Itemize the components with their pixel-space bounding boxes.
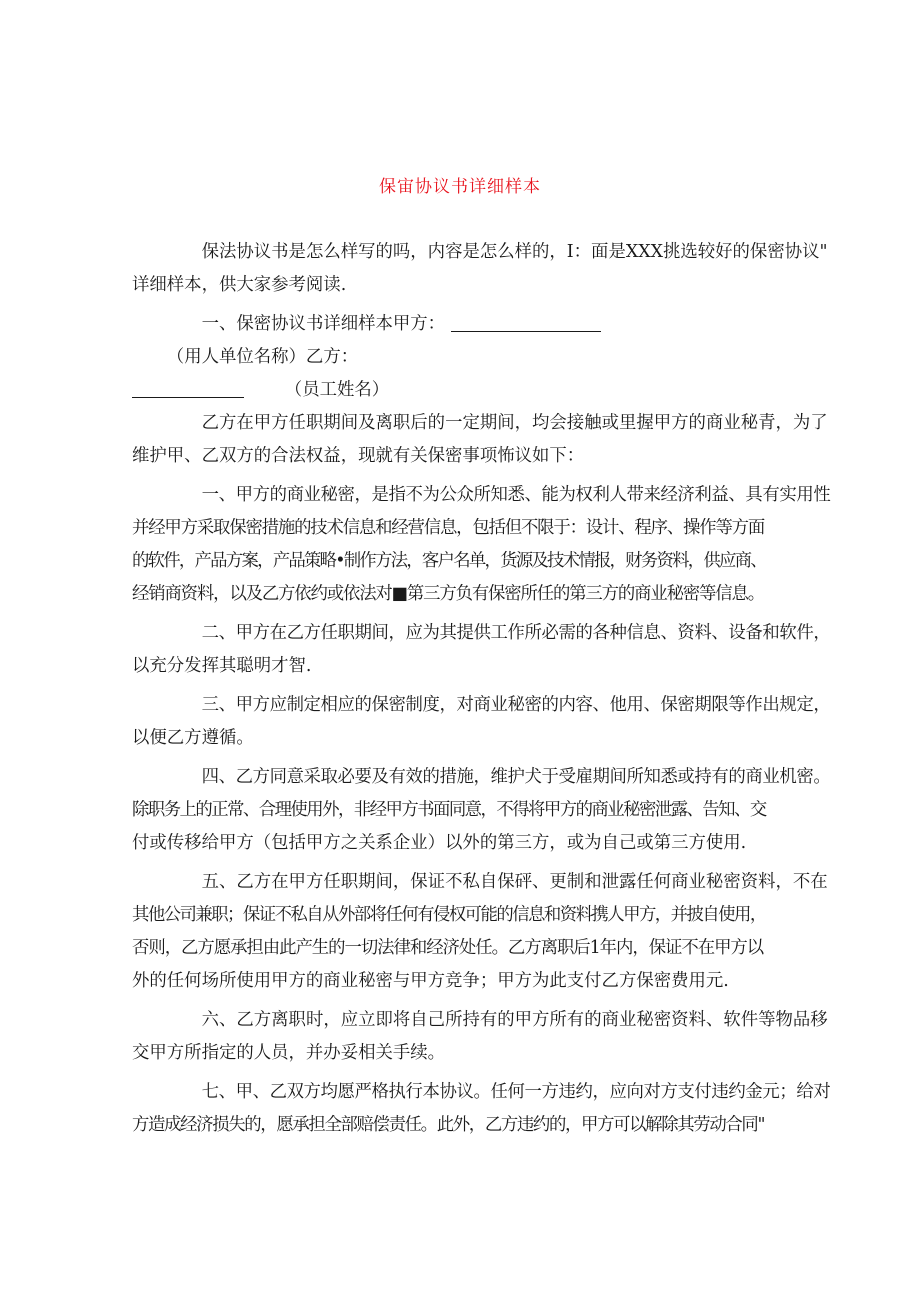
intro-line-2: 详细样本，供大家参考阅读. — [132, 275, 347, 295]
clause-line: 并经甲方采取保密措施的技术信息和经营信息，包括但不限于：设计、程序、操作等方面 — [132, 518, 765, 538]
clause-line: 七、甲、乙双方均愿严格执行本协议。任何一方违约，应向对方支付违约金元；给对 — [201, 1082, 831, 1102]
document-body — [132, 236, 831, 1142]
intro-paragraph — [132, 236, 828, 302]
clause-paragraph — [132, 866, 828, 998]
clause-paragraph — [132, 479, 831, 611]
clause-paragraph — [132, 1076, 831, 1142]
clause-paragraph — [132, 1004, 828, 1070]
clause-paragraph — [132, 689, 831, 755]
parties-paragraph — [132, 308, 796, 407]
clause-line: 方造成经济损失的，愿承担全部赔偿责任。此外，乙方违约的，甲方可以解除其劳动合同" — [132, 1115, 765, 1135]
clause-paragraph — [132, 407, 828, 473]
clause-line: 交甲方所指定的人员，并办妥相关手续。 — [132, 1043, 446, 1063]
party-b-note: （员工姓名） — [284, 380, 390, 400]
clause-line: 的软件，产品方案，产品策略•制作方法，客户名单，货源及技术情报，财务资料，供应商、 — [132, 551, 766, 571]
clause-line: 三、甲方应制定相应的保密制度，对商业秘密的内容、他用、保密期限等作出规定， — [201, 695, 831, 715]
clause-line: 其他公司兼职；保证不私自从外部将任何有侵权可能的信息和资料携人甲方，并披自使用， — [132, 905, 766, 925]
clause-line: 乙方在甲方任职期间及离职后的一定期间，均会接触或里握甲方的商业秘青，为了 — [201, 413, 828, 433]
clause-line: 以便乙方遵循。 — [132, 728, 254, 748]
intro-line-1: 保法协议书是怎么样写的吗，内容是怎么样的，I：面是XXX挑选较好的保密协议" — [201, 242, 828, 262]
clause-line: 除职务上的正常、合理使用外，非经甲方书面同意，不得将甲方的商业秘密泄露、告知、交 — [132, 800, 766, 820]
clause-line: 四、乙方同意采取必要及有效的措施，维护犬于受雇期间所知悉或持有的商业机密。 — [201, 767, 831, 787]
clause-paragraph — [132, 617, 831, 683]
clause-line: 经销商资料，以及乙方依约或依法对■第三方负有保密所任的第三方的商业秘密等信息。 — [132, 584, 764, 604]
clause-line: 外的任何场所使用甲方的商业秘密与甲方竞争；甲方为此支付乙方保密费用元. — [132, 971, 729, 991]
clause-line: 一、甲方的商业秘密，是指不为公众所知悉、能为权利人带来经济利益、具有实用性 — [201, 485, 831, 505]
clause-paragraph — [132, 761, 831, 860]
document-title: 保宙协议书详细样本 — [379, 177, 541, 197]
party-a-blank — [451, 313, 601, 332]
party-a-note: （用人单位名称）乙方： — [166, 347, 359, 367]
party-a-prefix: 一、保密协议书详细样本甲方： — [201, 314, 446, 334]
clause-line: 二、甲方在乙方任职期间，应为其提供工作所必需的各种信息、资料、设备和软件， — [201, 623, 831, 643]
clause-line: 付或传移给甲方（包括甲方之关系企业）以外的第三方，或为自己或第三方使用. — [132, 833, 747, 853]
clause-list — [132, 407, 831, 1142]
clause-line: 以充分发挥其聪明才智. — [132, 656, 312, 676]
clause-line: 维护甲、乙双方的合法权益，现就有关保密事项怖议如下： — [132, 446, 585, 466]
clause-line: 五、乙方在甲方任职期间，保证不私自保砰、更制和泄露任何商业秘密资料，不在 — [201, 872, 828, 892]
clause-line: 否则，乙方愿承担由此产生的一切法律和经济处任。乙方离职后1年内，保证不在甲方以 — [132, 938, 764, 958]
party-b-blank — [132, 379, 244, 398]
clause-line: 六、乙方离职时，应立即将自己所持有的甲方所有的商业秘密资料、软件等物品移 — [201, 1010, 828, 1030]
